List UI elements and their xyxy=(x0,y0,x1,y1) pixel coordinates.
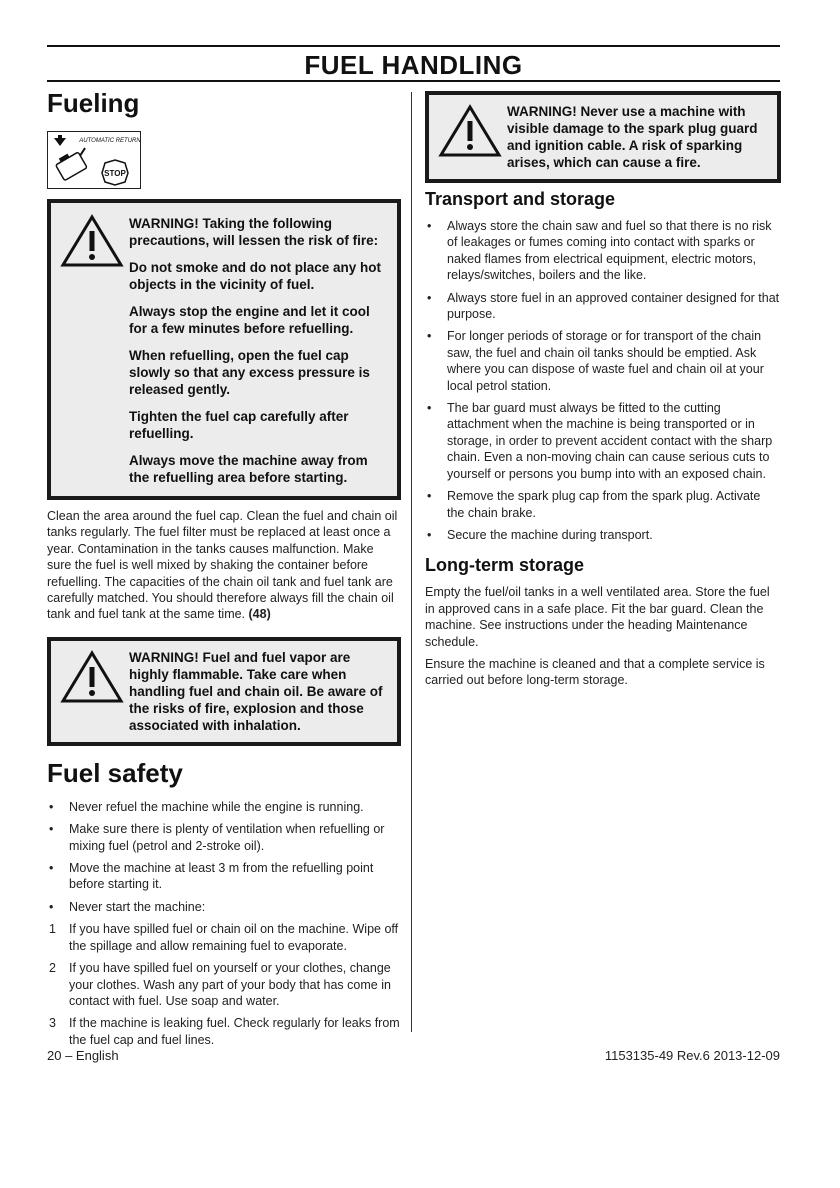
warning-triangle-icon xyxy=(437,103,503,159)
list-item: • Always store fuel in an approved container designed for that purpose. xyxy=(427,290,780,322)
list-item: • For longer periods of storage or for transport of the chain saw, the fuel and chain oil tanks should be emptied. Ask where you can dispose of waste fuel and chain oil at your local petrol station. xyxy=(427,329,764,393)
warning1-item: Always stop the engine and let it cool for a few minutes before refuelling. xyxy=(129,304,370,336)
warning1-title: WARNING! Taking the following precautions, will lessen the risk of fire: xyxy=(129,216,379,248)
warning2-text: WARNING! Fuel and fuel vapor are highly flammable. Take care when handling fuel and chain oil. Be aware of the risks of fire, explosion and those associated with inhalation. xyxy=(129,649,383,733)
list-item: • Always store the chain saw and fuel so that there is no risk of leakages or fumes coming into contact with sparks or naked flames from electrical equipment, electric motors, relays/switches, boilers and the like. xyxy=(427,219,772,283)
warning1-item: Always move the machine away from the refuelling area before starting. xyxy=(129,453,368,485)
longterm-paragraph-1: Empty the fuel/oil tanks in a well ventilated area. Store the fuel in approved cans in a safe place. Fit the bar guard. Clean the machine. See instructions under the heading Maintenance schedule. xyxy=(425,585,770,649)
longterm-paragraph-2: Ensure the machine is cleaned and that a complete service is carried out before long-term storage. xyxy=(425,656,765,688)
list-item: • Make sure there is plenty of ventilation when refuelling or mixing fuel (petrol and 2-stroke oil). xyxy=(49,822,385,853)
list-item: 3 If the machine is leaking fuel. Check regularly for leaks from the fuel cap and fuel lines. xyxy=(49,1016,400,1047)
page-number: 20 – English xyxy=(47,1048,119,1063)
fuel-safety-list xyxy=(47,799,401,1048)
title-rule xyxy=(47,80,780,82)
longterm-heading: Long-term storage xyxy=(425,555,585,576)
warning-triangle-icon xyxy=(59,213,125,269)
fueling-symbol xyxy=(47,131,141,189)
transport-heading: Transport and storage xyxy=(425,189,616,209)
transport-list xyxy=(425,218,781,543)
warning-triangle-icon xyxy=(59,649,125,705)
document-revision: 1153135-49 Rev.6 2013-12-09 xyxy=(604,1048,780,1063)
warning-box-flammable xyxy=(47,637,401,746)
right-column xyxy=(425,88,781,689)
list-item: • Secure the machine during transport. xyxy=(427,527,653,542)
list-item: • Remove the spark plug cap from the spark plug. Activate the chain brake. xyxy=(427,489,761,520)
warning-box-spark-plug xyxy=(425,91,781,183)
fueling-heading: Fueling xyxy=(47,88,140,118)
left-column xyxy=(47,88,401,1054)
column-divider xyxy=(411,92,412,1032)
warning1-item: When refuelling, open the fuel cap slowly so that any excess pressure is released gently. xyxy=(129,348,370,397)
page-title: FUEL HANDLING xyxy=(304,50,523,80)
list-item: • Move the machine at least 3 m from the refuelling point before starting it. xyxy=(49,861,374,892)
list-item: • Never start the machine: xyxy=(49,899,206,914)
list-item: 1 If you have spilled fuel or chain oil on the machine. Wipe off the spillage and allow remaining fuel to evaporate. xyxy=(49,922,399,953)
figure-ref: (48) xyxy=(248,607,271,622)
clean-paragraph xyxy=(47,508,401,623)
symbol-label-top: AUTOMATIC RETURN xyxy=(79,138,140,144)
list-item: • Never refuel the machine while the engine is running. xyxy=(49,799,364,814)
fuel-can-icon xyxy=(48,132,140,188)
warning1-item: Do not smoke and do not place any hot objects in the vicinity of fuel. xyxy=(129,260,382,292)
top-rule xyxy=(47,45,780,47)
clean-text: Clean the area around the fuel cap. Clean the fuel and chain oil tanks regularly. The fuel filter must be replaced at least once a year. Contamination in the tanks causes malfunction. Make sure the fuel is well mixed by shaking the container before refuelling. The capacities of the chain oil tank and fuel tank are carefully matched. You should therefore always fill the chain oil tank and fuel tank at the same time. xyxy=(47,509,398,622)
warning3-text: WARNING! Never use a machine with visible damage to the spark plug guard and ignition cable. A risk of sparking arises, which can cause a fire. xyxy=(507,104,758,170)
stop-label: STOP xyxy=(104,169,126,178)
list-item: • The bar guard must always be fitted to the cutting attachment when the machine is being transported or in storage, in order to prevent accident contact with the sharp chain. Even a non-moving chain can cause serious cuts to yourself or persons you bump into with an exposed chain. xyxy=(427,401,773,481)
list-item: 2 If you have spilled fuel on yourself or your clothes, change your clothes. Wash any part of your body that has come in contact with fuel. Use soap and water. xyxy=(49,961,391,1008)
fuel-safety-heading: Fuel safety xyxy=(47,757,183,788)
warning-box-fire-precautions xyxy=(47,199,401,500)
warning1-item: Tighten the fuel cap carefully after refuelling. xyxy=(129,409,349,441)
